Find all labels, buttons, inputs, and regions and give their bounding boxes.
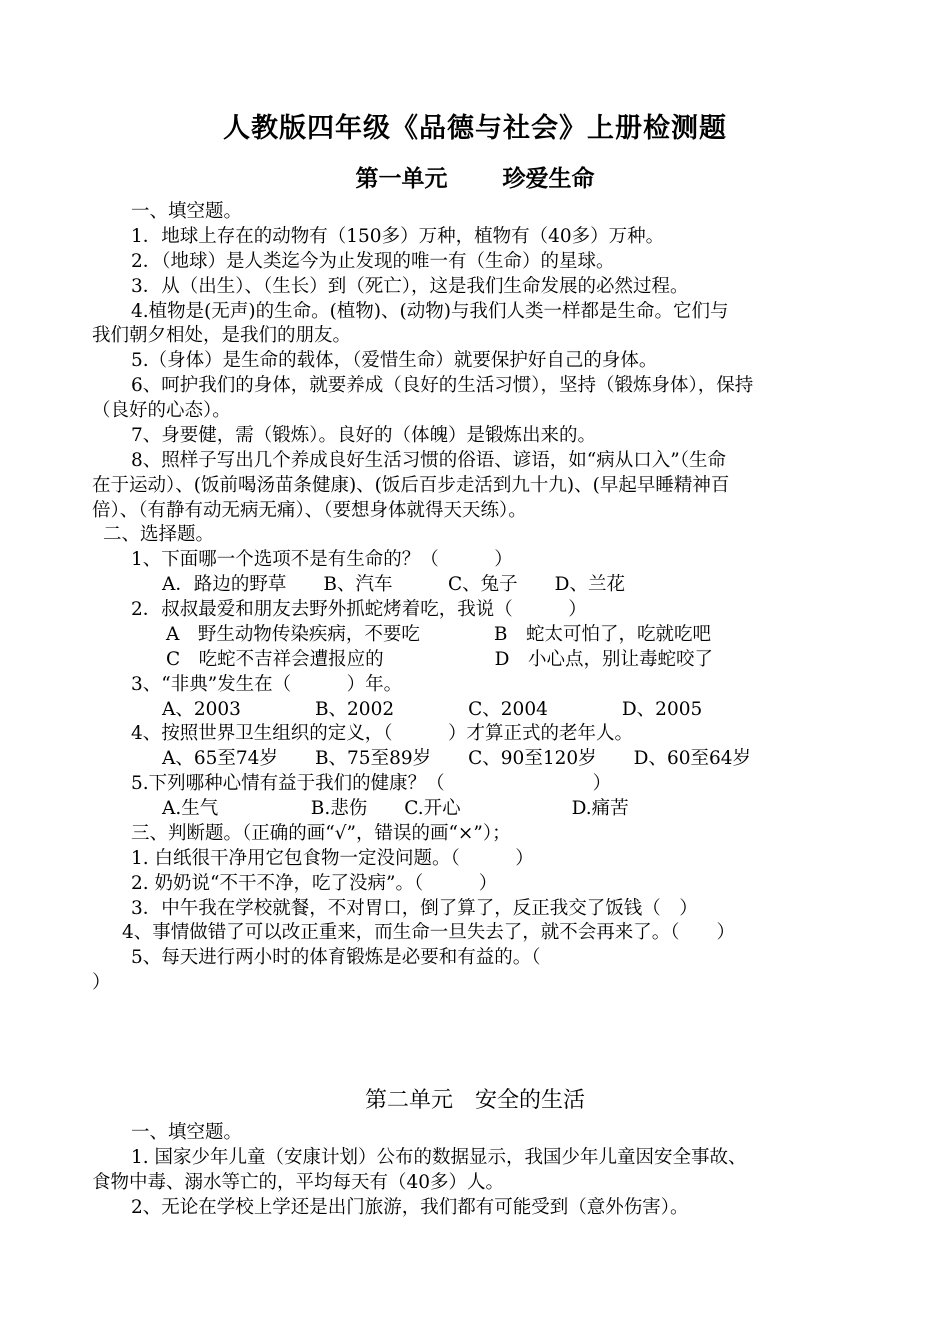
unit1-line: 8、照样子写出几个养成良好生活习惯的俗语、谚语，如“病从口入”（生命 xyxy=(131,450,726,471)
unit1-line: 1、下面哪一个选项不是有生命的？（ ） xyxy=(131,549,513,570)
unit1-line: 在于运动）、(饭前喝汤苗条健康)、(饭后百步走活到九十九)、(早起早睡精神百 xyxy=(92,475,730,496)
unit1-options: A、2003 B、2002 C、2004 D、2005 xyxy=(162,699,703,720)
unit1-line: 倍）、（有静有动无病无痛）、（要想身体就得天天练）。 xyxy=(92,500,527,521)
unit2-section-fill-heading: 一、填空题。 xyxy=(131,1122,243,1143)
unit1-line: 我们朝夕相处，是我们的朋友。 xyxy=(92,325,352,346)
unit1-line: 5.（身体）是生命的载体，（爱惜生命）就要保护好自己的身体。 xyxy=(131,350,658,371)
unit1-line: 4.植物是(无声)的生命。(植物)、(动物)与我们人类一样都是生命。它们与 xyxy=(131,301,729,322)
unit1-line: 2．叔叔最爱和朋友去野外抓蛇烤着吃，我说（ ） xyxy=(131,599,587,620)
unit2-label: 第二单元 xyxy=(364,1088,453,1113)
unit1-line: 6、呵护我们的身体，就要养成（良好的生活习惯），坚持（锻炼身体），保持 xyxy=(131,375,754,396)
unit1-name: 珍爱生命 xyxy=(502,165,595,192)
unit1-section-choice-heading: 二、选择题。 xyxy=(103,524,215,545)
unit1-line: 3．中午我在学校就餐，不对胃口，倒了算了，反正我交了饭钱（ ） xyxy=(131,898,698,919)
unit1-options: C 吃蛇不吉祥会遭报应的 D 小心点，别让毒蛇咬了 xyxy=(166,649,713,670)
unit1-line: 1. 白纸很干净用它包食物一定没问题。（ ） xyxy=(131,848,534,869)
unit1-label: 第一单元 xyxy=(355,165,448,192)
unit1-options: A 野生动物传染疾病，不要吃 B 蛇太可怕了，吃就吃吧 xyxy=(166,624,711,645)
unit2-line: 2、无论在学校上学还是出门旅游，我们都有可能受到（意外伤害）。 xyxy=(131,1197,689,1218)
unit1-line: 3．从（出生）、（生长）到（死亡），这是我们生命发展的必然过程。 xyxy=(131,276,689,297)
unit2-line: 食物中毒、溺水等亡的，平均每天有（40多）人。 xyxy=(92,1172,505,1193)
unit1-section-judge-heading: 三、判断题。（正确的画“√”，错误的画“×”）； xyxy=(131,823,511,844)
unit1-line: 5、每天进行两小时的体育锻炼是必要和有益的。（ xyxy=(131,947,541,968)
unit1-line: 3、“非典”发生在（ ）年。 xyxy=(131,674,403,695)
unit1-line: 7、身要健，需（锻炼）。良好的（体魄）是锻炼出来的。 xyxy=(131,425,597,446)
unit1-options: A、65至74岁 B、75至89岁 C、90至120岁 D、60至64岁 xyxy=(162,748,752,769)
unit1-section-fill-heading: 一、填空题。 xyxy=(131,201,243,222)
unit1-options: A.生气 B.悲伤 C.开心 D.痛苦 xyxy=(162,798,629,819)
unit1-line: 5.下列哪种心情有益于我们的健康？（ ） xyxy=(131,773,612,794)
unit1-line: ） xyxy=(92,972,111,993)
unit1-heading xyxy=(0,160,950,193)
unit1-line: （良好的心态）。 xyxy=(92,400,231,421)
unit2-heading xyxy=(0,1083,950,1114)
unit1-line: 2．（地球）是人类迄今为止发现的唯一有（生命）的星球。 xyxy=(131,251,615,272)
unit1-options: A．路边的野草 B、汽车 C、兔子 D、兰花 xyxy=(162,574,625,595)
document-title: 人教版四年级《品德与社会》上册检测题 xyxy=(223,113,727,144)
unit2-line: 1. 国家少年儿童（安康计划）公布的数据显示，我国少年儿童因安全事故、 xyxy=(131,1147,747,1168)
unit1-line: 4、按照世界卫生组织的定义，（ ）才算正式的老年人。 xyxy=(131,723,634,744)
unit1-line: 2. 奶奶说“不干不净，吃了没病”。（ ） xyxy=(131,873,498,894)
unit1-line: 4、事情做错了可以改正重来，而生命一旦失去了，就不会再来了。（ ） xyxy=(122,922,736,943)
unit2-name: 安全的生活 xyxy=(475,1088,586,1113)
unit1-line: 1．地球上存在的动物有（150多）万种，植物有（40多）万种。 xyxy=(131,226,665,247)
